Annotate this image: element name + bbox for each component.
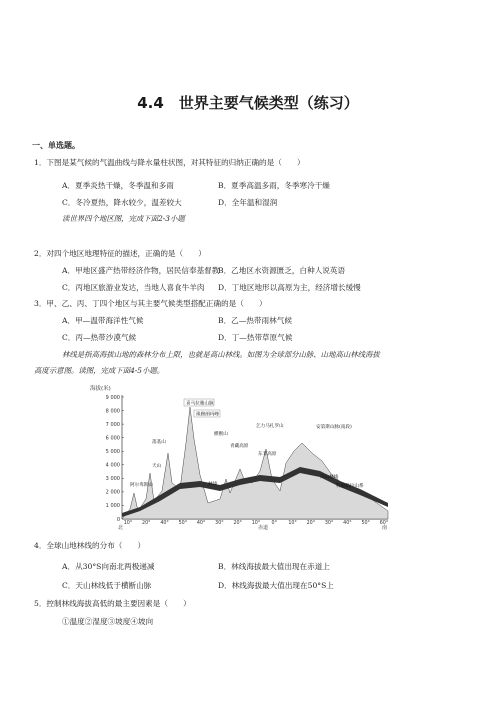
note-q2-3: 读世界四个地区图，完成下面2-3小题 — [62, 214, 185, 223]
y-axis-label: 海拔(米) — [90, 386, 111, 392]
y-tick-label: 6 000 — [105, 435, 120, 442]
q2-option-c: C．丙地区旅游业发达，当地人喜食牛羊肉 — [62, 283, 205, 292]
y-tick-label: 8 000 — [105, 408, 120, 415]
equator-label: 赤道 — [258, 525, 269, 531]
x-tick-label: 50° — [178, 521, 188, 526]
y-tick-label: 7 000 — [105, 421, 120, 428]
x-tick-label: 60° — [379, 521, 389, 526]
y-tick-label: 2 000 — [105, 489, 120, 496]
x-tick-label: 30° — [324, 521, 334, 526]
q4-option-a: A．从30°S向南北两极递减 — [62, 562, 155, 571]
label-alps: 阿尔卑斯山 — [130, 483, 153, 488]
q2-option-a: A．甲地区盛产热带经济作物，居民信奉基督教 — [62, 266, 220, 275]
south-label: 南 — [382, 525, 388, 531]
label-andes-south: 安第斯山脉(南段) — [316, 425, 352, 430]
passage-line-2: 高度示意图。读图，完成下面4-5小题。 — [34, 366, 165, 375]
label-himalaya: 喜马拉雅山脉 — [186, 401, 214, 407]
question-4: 4．全球山地林线的分布（ ） — [34, 541, 146, 550]
label-kilimanjaro: 乞力马扎罗山 — [256, 424, 284, 429]
q3-option-d: D．丁—热带草原气候 — [218, 333, 293, 342]
label-east-africa: 东非高原 — [258, 452, 277, 457]
question-5: 5．控制林线海拔高低的最主要因素是（ ） — [34, 599, 191, 608]
x-tick-label: 40° — [343, 521, 352, 526]
y-tick-label: 1 000 — [105, 503, 120, 510]
q1-option-d: D．全年温和湿润 — [218, 198, 278, 207]
question-3: 3．甲、乙、丙、丁四个地区与其主要气候类型搭配正确的是（ ） — [34, 299, 267, 308]
label-treeline-high: 高山林线 — [320, 475, 339, 480]
label-everest: 珠穆朗玛峰 — [196, 412, 219, 418]
q3-option-b: B．乙—热带雨林气候 — [218, 316, 292, 325]
q3-option-c: C．丙—热带沙漠气候 — [62, 333, 137, 342]
label-tianshan: 天山 — [152, 464, 162, 469]
page-title: 4.4 世界主要气候类型（练习） — [137, 94, 359, 112]
q4-option-b: B．林线海拔最大值出现在赤道上 — [218, 562, 330, 571]
q1-option-c: C．冬冷夏热，降水较少，温差较大 — [62, 198, 182, 207]
x-tick-label: 20° — [306, 521, 316, 526]
x-tick-label: 40° — [160, 521, 169, 526]
x-tick-label: 30° — [215, 521, 224, 526]
label-cordillera: 科迪勒拉山系 — [336, 484, 364, 489]
q5-options: ①温度②湿度③坡度④坡向 — [62, 617, 154, 626]
label-qinghai-tibet: 青藏高原 — [230, 444, 249, 449]
x-tick-label: 10° — [123, 521, 133, 526]
x-tick-label: 20° — [142, 521, 151, 526]
question-1: 1．下图是某气候的气温曲线与降水量柱状图，对其特征的归纳正确的是（ ） — [34, 158, 305, 167]
q4-option-d: D．林线海拔最大值出现在50°S上 — [218, 581, 334, 590]
treeline-altitude-figure — [90, 383, 410, 531]
q2-option-d: D．丁地区地形以高原为主，经济增长缓慢 — [218, 283, 361, 292]
section-heading: 一、单选题。 — [32, 141, 80, 150]
x-tick-label: 40° — [196, 521, 206, 526]
question-2: 2．对四个地区地理特征的描述，正确的是（ ） — [34, 249, 206, 258]
passage-line-1: 林线是指高海拔山地的森林分布上限，也就是高山林线。如图为全球部分山脉、山地高山林线海拔 — [62, 350, 380, 359]
q1-option-b: B．夏季高温多雨，冬季寒冷干燥 — [218, 181, 330, 190]
q2-option-b: B．乙地区水资源匮乏，白种人说英语 — [218, 266, 346, 275]
x-tick-label: 20° — [233, 521, 242, 526]
y-tick-label: 0 — [116, 516, 120, 523]
x-tick-label: 0° — [271, 521, 278, 526]
label-rocky: 落基山 — [152, 440, 166, 445]
y-tick-label: 3 000 — [105, 476, 120, 483]
y-tick-label: 9 000 — [105, 394, 120, 401]
label-hengduan: 横断山 — [214, 432, 228, 437]
y-tick-label: 4 000 — [105, 462, 120, 469]
y-tick-label: 5 000 — [105, 449, 120, 456]
x-tick-label: 50° — [361, 521, 370, 526]
q3-option-a: A．甲—温带海洋性气候 — [62, 316, 144, 325]
x-tick-label: 10° — [288, 521, 297, 526]
x-tick-label: 10° — [251, 521, 261, 526]
label-treeline: 林线 — [208, 482, 218, 487]
north-label: 北 — [118, 525, 124, 531]
q4-option-c: C．天山林线低于横断山脉 — [62, 581, 152, 590]
q1-option-a: A．夏季炎热干燥，冬季温和多雨 — [62, 181, 174, 190]
